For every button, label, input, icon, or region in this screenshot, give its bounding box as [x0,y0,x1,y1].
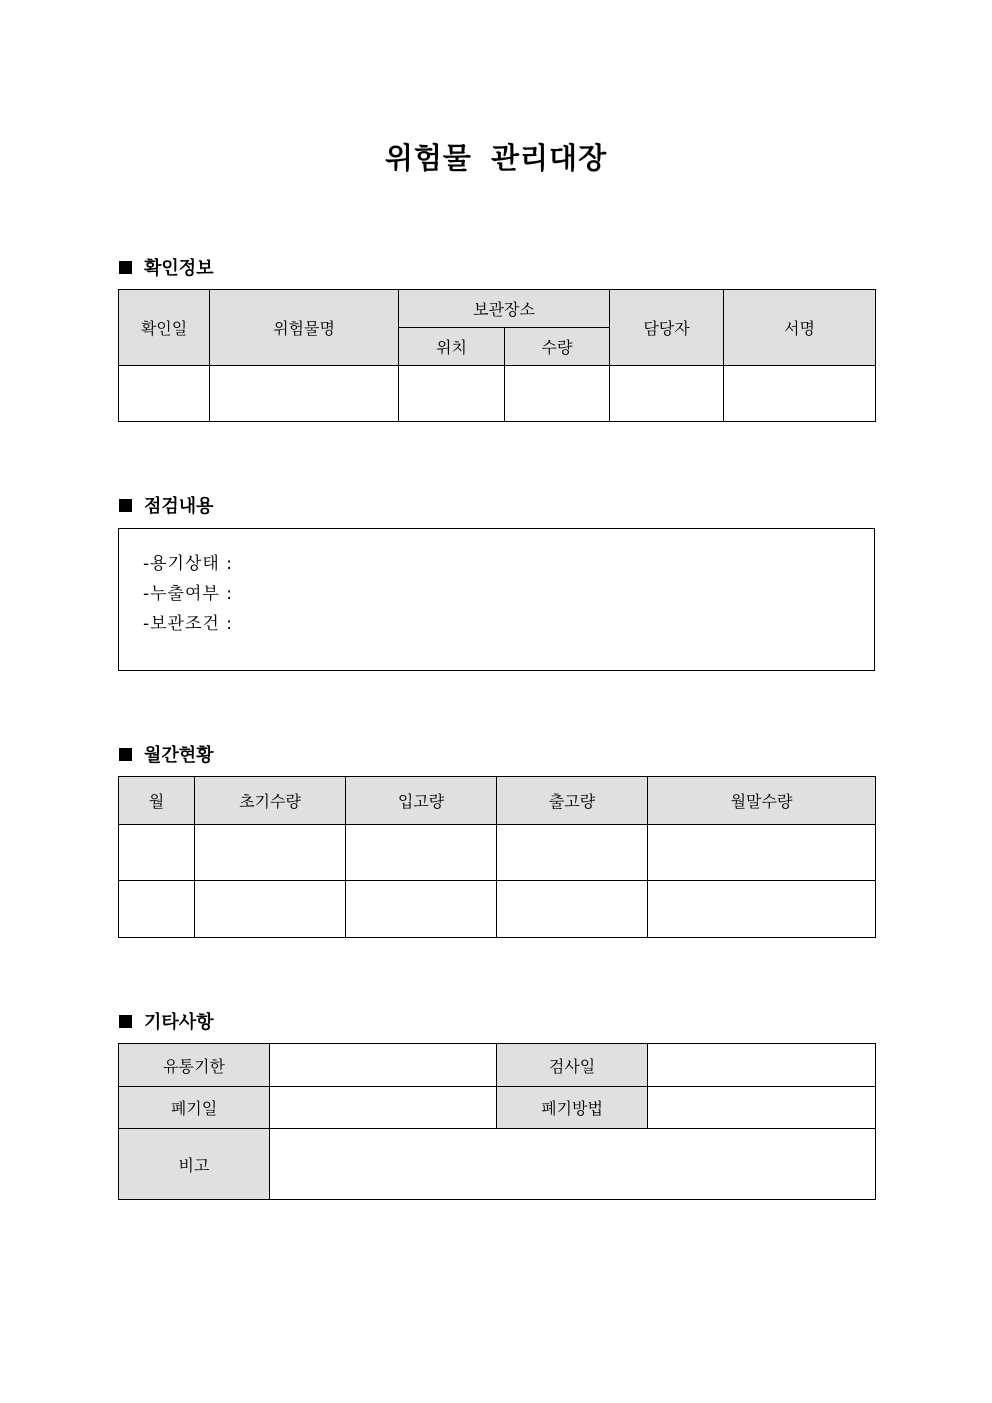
label-disposal-date: 폐기일 [119,1087,270,1129]
outgoing-cell[interactable] [497,825,648,881]
header-hazard-name: 위험물명 [210,290,399,366]
black-square-icon [119,261,132,274]
month-end-quantity-cell[interactable] [648,825,876,881]
label-expiry: 유통기한 [119,1044,270,1087]
hazard-name-cell[interactable] [210,366,399,422]
section-heading-label: 기타사항 [144,1012,214,1033]
page-title: 위험물 관리대장 [384,141,608,175]
remarks-value-cell[interactable] [270,1129,876,1200]
incoming-cell[interactable] [346,825,497,881]
signature-cell[interactable] [724,366,876,422]
table-row [119,881,876,938]
inspection-box[interactable] [118,528,875,671]
header-signature: 서명 [724,290,876,366]
header-confirm-date: 확인일 [119,290,210,366]
outgoing-cell[interactable] [497,881,648,938]
incoming-cell[interactable] [346,881,497,938]
table-row [119,366,876,422]
manager-cell[interactable] [610,366,724,422]
other-table [118,1043,876,1200]
header-location: 위치 [399,328,505,366]
confirm-date-cell[interactable] [119,366,210,422]
table-row [119,825,876,881]
section-heading-label: 점검내용 [144,496,214,517]
section-heading-other [119,1008,214,1034]
header-month: 월 [119,777,195,825]
header-quantity: 수량 [505,328,610,366]
label-inspection-date: 검사일 [497,1044,648,1087]
section-heading-monthly [119,741,214,767]
disposal-date-value-cell[interactable] [270,1087,497,1129]
header-month-end-quantity: 월말수량 [648,777,876,825]
location-cell[interactable] [399,366,505,422]
header-outgoing: 출고량 [497,777,648,825]
header-manager: 담당자 [610,290,724,366]
month-cell[interactable] [119,881,195,938]
confirm-table [118,289,876,422]
section-heading-confirm [119,254,214,280]
inspection-date-value-cell[interactable] [648,1044,876,1087]
header-incoming: 입고량 [346,777,497,825]
quantity-cell[interactable] [505,366,610,422]
label-disposal-method: 폐기방법 [497,1087,648,1129]
black-square-icon [119,499,132,512]
initial-quantity-cell[interactable] [195,881,346,938]
section-heading-label: 월간현황 [144,745,214,766]
black-square-icon [119,748,132,761]
section-heading-label: 확인정보 [144,258,214,279]
month-cell[interactable] [119,825,195,881]
month-end-quantity-cell[interactable] [648,881,876,938]
header-initial-quantity: 초기수량 [195,777,346,825]
section-heading-inspection [119,492,214,518]
header-storage-place: 보관장소 [399,290,610,328]
label-remarks: 비고 [119,1129,270,1200]
monthly-table [118,776,876,938]
container-condition-line: -용기상태 : [143,554,233,574]
storage-condition-line: -보관조건 : [143,614,233,634]
initial-quantity-cell[interactable] [195,825,346,881]
disposal-method-value-cell[interactable] [648,1087,876,1129]
expiry-value-cell[interactable] [270,1044,497,1087]
leak-status-line: -누출여부 : [143,584,233,604]
black-square-icon [119,1015,132,1028]
